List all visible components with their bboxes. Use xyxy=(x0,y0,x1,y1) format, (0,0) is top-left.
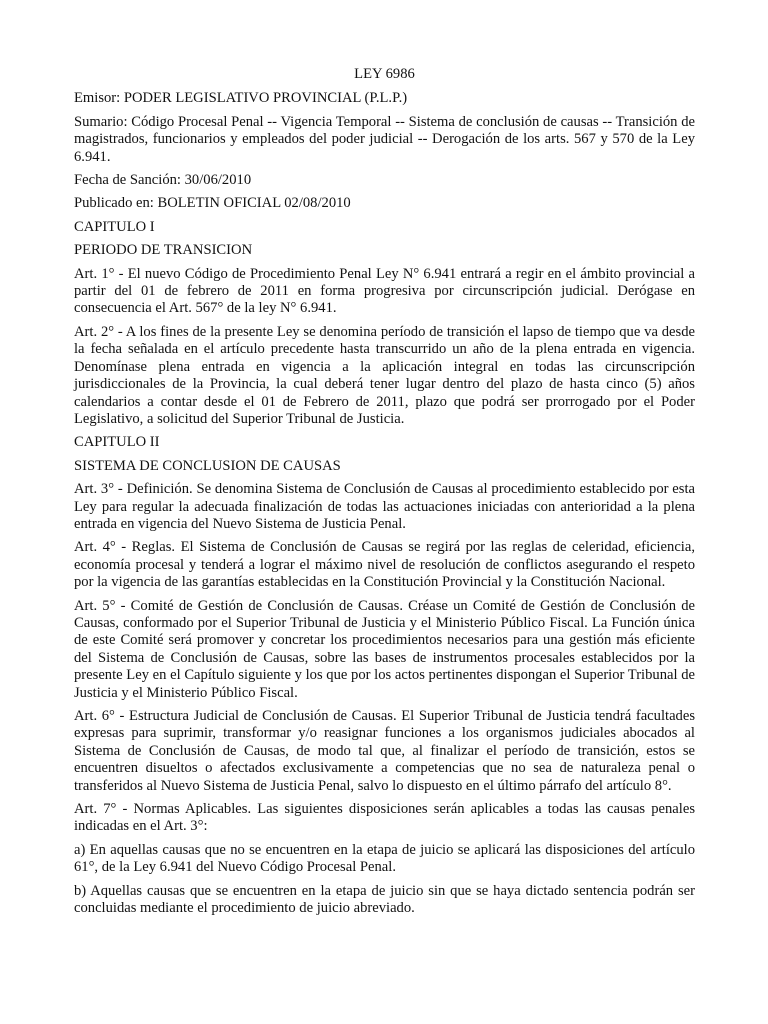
document-page xyxy=(74,66,695,923)
issuer-line: Emisor: PODER LEGISLATIVO PROVINCIAL (P.L.P.) xyxy=(74,90,408,107)
chapter-heading: CAPITULO II xyxy=(74,434,160,451)
article-paragraph: Art. 2° - A los fines de la presente Ley se denomina período de transición el lapso de tiempo que va desde la fecha señalada en el artículo precedente hasta transcurrido un año de la plena entrada en vigencia. Denomínase plena entrada en vigencia a la aplicación integral en todas las circunscripción jurisdiccionales de la Provincia, la cual deberá tener lugar dentro del plazo de hasta cinco (5) años calendarios a contar desde el 01 de Febrero de 2011, plazo que podrá ser prorrogado por el Poder Legislativo, a solicitud del Superior Tribunal de Justicia. xyxy=(74,323,695,427)
article-paragraph: Art. 7° - Normas Aplicables. Las siguientes disposiciones serán aplicables a todas las causas penales indicadas en el Art. 3°: xyxy=(74,801,695,835)
document-title: LEY 6986 xyxy=(354,66,415,82)
article-paragraph: Art. 5° - Comité de Gestión de Conclusión de Causas. Créase un Comité de Gestión de Conclusión de Causas, conformado por el Superior Tribunal de Justicia y el Ministerio Público Fiscal. La Función única de este Comité será promover y concretar los procedimientos necesarios para una gestión más eficiente del Sistema de Conclusión de Causas, sobre las bases de instrumentos procesales establecidos por la presente Ley en el Capítulo siguiente y los que por los actos pertinentes dispongan el Superior Tribunal de Justicia y el Ministerio Público Fiscal. xyxy=(74,597,695,701)
clause-paragraph: a) En aquellas causas que no se encuentren en la etapa de juicio se aplicará las disposiciones del artículo 61°, de la Ley 6.941 del Nuevo Código Procesal Penal. xyxy=(74,841,695,876)
article-paragraph: Art. 6° - Estructura Judicial de Conclusión de Causas. El Superior Tribunal de Justicia tendrá facultades expresas para suprimir, transformar y/o reasignar funciones a los organismos judiciales abocados al Sistema de Conclusión de Causas, de modo tal que, al finalizar el período de transición, estos se encuentren disueltos o afectados exclusivamente a competencias que no sea de naturaleza penal o transferidos al Nuevo Sistema de Justicia Penal, salvo lo dispuesto en el último párrafo del artículo 8°. xyxy=(74,708,695,794)
article-paragraph: Art. 3° - Definición. Se denomina Sistema de Conclusión de Causas al procedimiento establecido por esta Ley para regular la adecuada finalización de todas las actuaciones iniciadas con anterioridad a la plena entrada en vigencia del Nuevo Sistema de Justicia Penal. xyxy=(74,481,695,532)
chapter-subtitle: SISTEMA DE CONCLUSION DE CAUSAS xyxy=(74,457,341,474)
article-paragraph: Art. 4° - Reglas. El Sistema de Conclusión de Causas se regirá por las reglas de celeridad, eficiencia, economía procesal y tenderá a lograr el máximo nivel de resolución de conflictos asegurando el respeto por la vigencia de las garantías establecidas en la Constitución Provincial y la Constitución Nacional. xyxy=(74,539,695,591)
chapter-subtitle: PERIODO DE TRANSICION xyxy=(74,242,253,259)
summary-paragraph: Sumario: Código Procesal Penal -- Vigencia Temporal -- Sistema de conclusión de causas -- Transición de magistrados, funcionarios y empleados del poder judicial -- Derogación de los arts. 567 y 570 de la Ley 6.941. xyxy=(74,113,695,165)
clause-paragraph: b) Aquellas causas que se encuentren en la etapa de juicio sin que se haya dictado sentencia podrán ser concluidas mediante el procedimiento de juicio abreviado. xyxy=(74,882,695,917)
chapter-heading: CAPITULO I xyxy=(74,218,155,235)
publication-line: Publicado en: BOLETIN OFICIAL 02/08/2010 xyxy=(74,195,351,212)
sanction-date-line: Fecha de Sanción: 30/06/2010 xyxy=(74,172,252,189)
article-paragraph: Art. 1° - El nuevo Código de Procedimiento Penal Ley N° 6.941 entrará a regir en el ámbito provincial a partir del 01 de febrero de 2011 en forma progresiva por circunscripción judicial. Derógase en consecuencia el Art. 567° de la ley N° 6.941. xyxy=(74,265,695,317)
